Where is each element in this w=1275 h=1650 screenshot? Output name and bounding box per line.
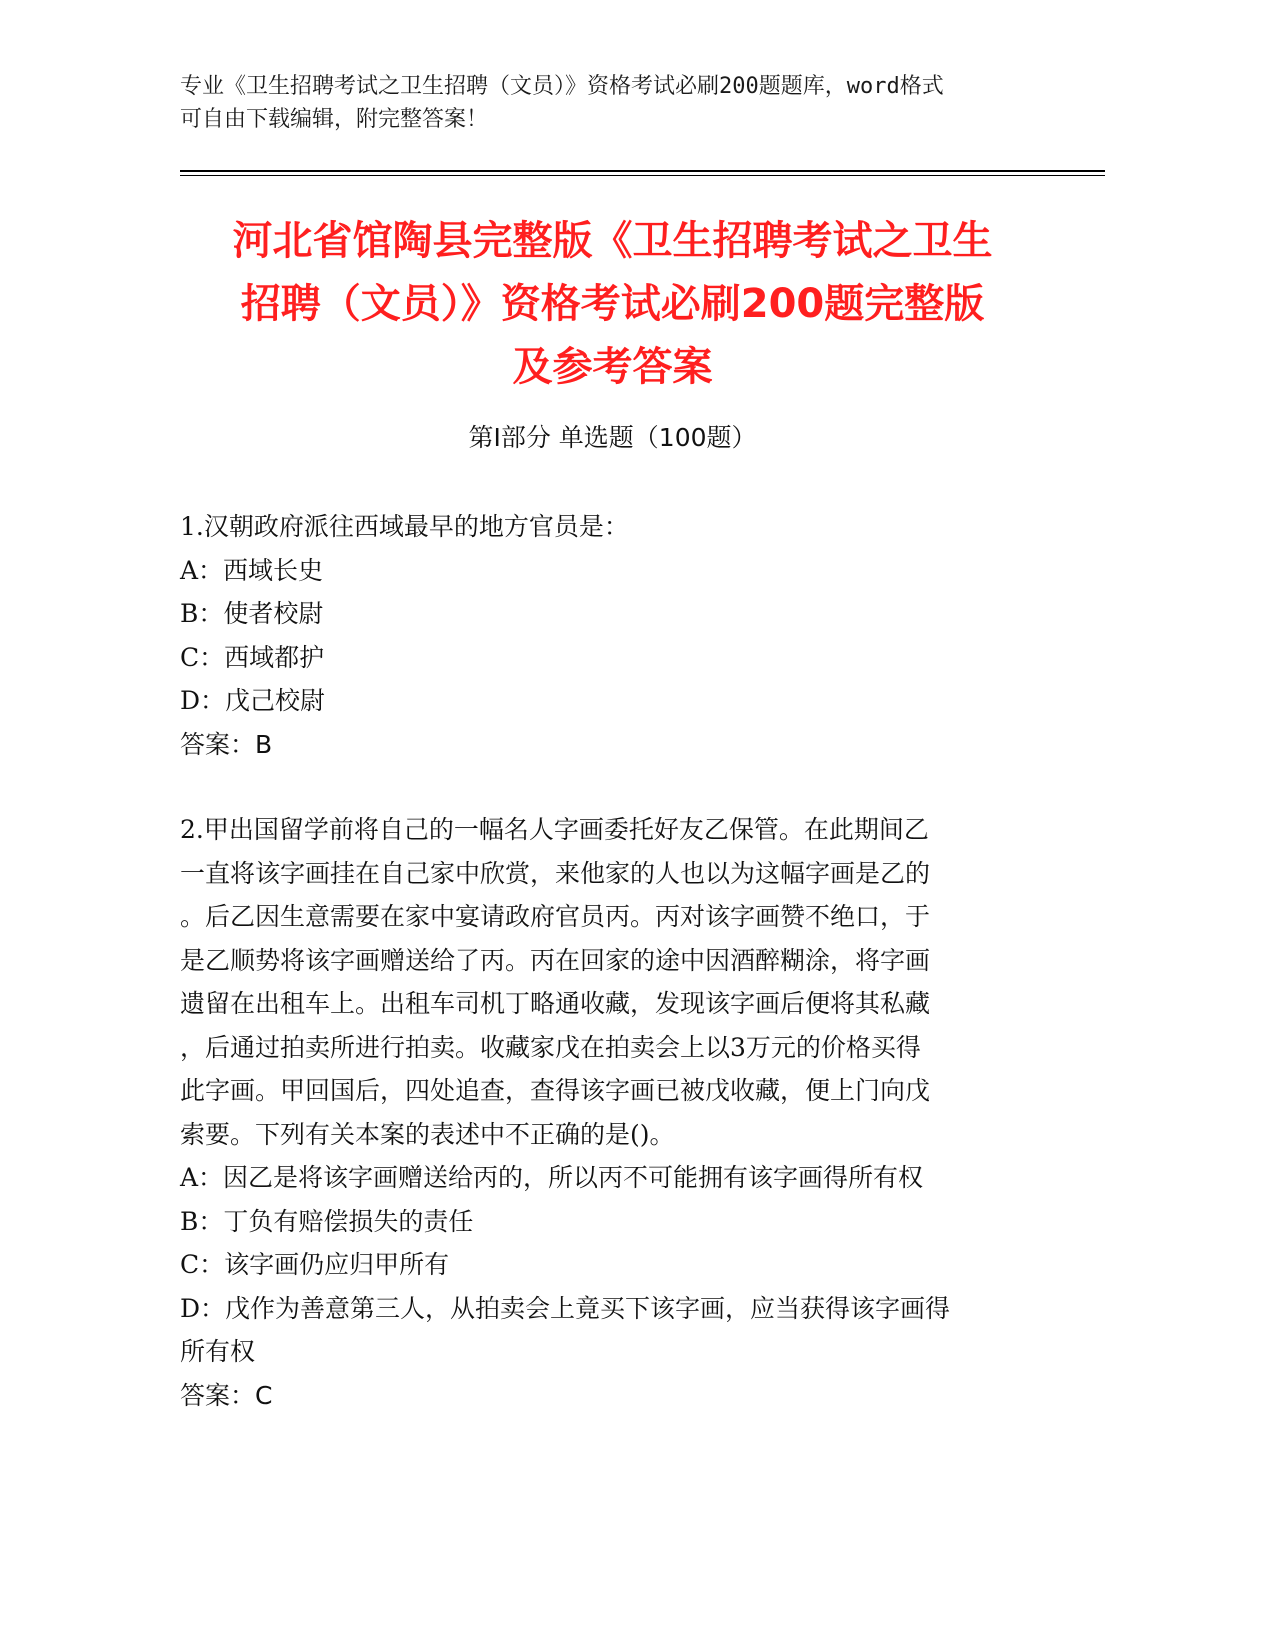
document-header-note xyxy=(180,70,1060,136)
question-stem-line: 一直将该字画挂在自己家中欣赏，来他家的人也以为这幅字画是乙的 xyxy=(180,858,931,888)
question-2 xyxy=(180,808,1060,1417)
option-b: B：使者校尉 xyxy=(180,599,324,628)
option-c: C：西域都护 xyxy=(180,642,325,672)
option-c: C：该字画仍应归甲所有 xyxy=(180,1250,450,1279)
question-stem-line: 遗留在出租车上。出租车司机丁略通收藏，发现该字画后便将其私藏 xyxy=(180,989,931,1018)
question-stem-line: 。后乙因生意需要在家中宴请政府官员丙。丙对该字画赞不绝口，于 xyxy=(180,902,931,931)
question-stem-line: 此字画。甲回国后，四处追查，查得该字画已被戊收藏，便上门向戊 xyxy=(180,1076,931,1105)
document-title xyxy=(150,210,1075,399)
header-note-line: 可自由下载编辑，附完整答案！ xyxy=(180,107,489,132)
answer: 答案：C xyxy=(180,1380,273,1410)
section-heading: 第Ⅰ部分 单选题（100题） xyxy=(468,423,757,452)
option-a: A：西域长史 xyxy=(180,555,324,585)
header-note-line: 专业《卫生招聘考试之卫生招聘（文员）》资格考试必刷200题题库，word格式 xyxy=(180,74,944,99)
question-stem-line: 2.甲出国留学前将自己的一幅名人字画委托好友乙保管。在此期间乙 xyxy=(180,815,929,844)
question-stem-line: ，后通过拍卖所进行拍卖。收藏家戊在拍卖会上以3万元的价格买得 xyxy=(180,1032,921,1062)
question-stem-line: 是乙顺势将该字画赠送给了丙。丙在回家的途中因酒醉糊涂，将字画 xyxy=(180,945,931,975)
question-stem: 1.汉朝政府派往西域最早的地方官员是： xyxy=(180,512,629,541)
option-d-line: 所有权 xyxy=(180,1337,256,1366)
header-divider-thick xyxy=(180,170,1105,172)
title-line: 河北省馆陶县完整版《卫生招聘考试之卫生 xyxy=(232,218,993,264)
header-divider-thin xyxy=(180,175,1105,176)
option-a: A：因乙是将该字画赠送给丙的，所以丙不可能拥有该字画得所有权 xyxy=(180,1163,924,1192)
question-1 xyxy=(180,505,1060,766)
option-d: D：戊己校尉 xyxy=(180,686,326,715)
option-d-line: D：戊作为善意第三人，从拍卖会上竟买下该字画，应当获得该字画得 xyxy=(180,1293,951,1323)
option-b: B：丁负有赔偿损失的责任 xyxy=(180,1206,474,1236)
title-line: 招聘（文员）》资格考试必刷200题完整版 xyxy=(240,281,985,327)
answer: 答案：B xyxy=(180,729,273,759)
title-line: 及参考答案 xyxy=(512,344,713,390)
question-stem-line: 索要。下列有关本案的表述中不正确的是()。 xyxy=(180,1119,675,1149)
